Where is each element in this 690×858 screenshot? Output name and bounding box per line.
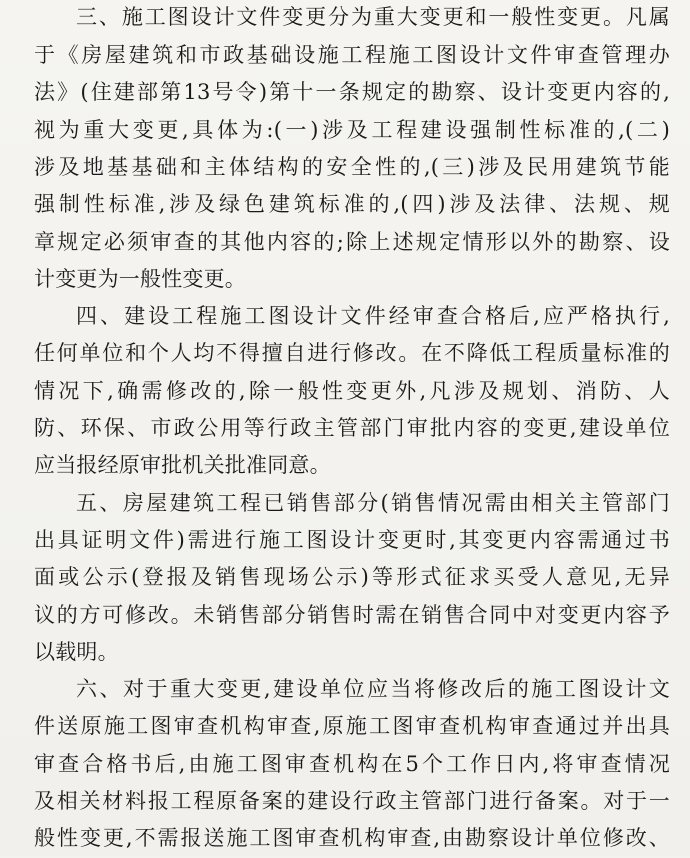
paragraph-3-line-1: 三、施工图设计文件变更分为重大变更和一般性变更。凡属 — [76, 5, 670, 29]
paragraph-3-line-5: 涉及地基基础和主体结构的安全性的,(三)涉及民用建筑节能 — [34, 155, 670, 179]
paragraph-6-line-1: 六、对于重大变更,建设单位应当将修改后的施工图设计文 — [76, 677, 670, 701]
paragraph-3-line-8: 计变更为一般性变更。 — [34, 267, 246, 291]
paragraph-3-line-6: 强制性标准,涉及绿色建筑标准的,(四)涉及法律、法规、规 — [34, 192, 670, 216]
paragraph-4-line-1: 四、建设工程施工图设计文件经审查合格后,应严格执行, — [76, 304, 670, 328]
paragraph-5-line-3: 面或公示(登报及销售现场公示)等形式征求买受人意见,无异 — [34, 565, 670, 589]
paragraph-6-line-4: 及相关材料报工程原备案的建设行政主管部门进行备案。对于一 — [34, 789, 670, 813]
paragraph-4-line-2: 任何单位和个人均不得擅自进行修改。在不降低工程质量标准的 — [34, 341, 670, 365]
paragraph-4-line-5: 应当报经原审批机关批准同意。 — [34, 453, 331, 477]
paragraph-5-line-5: 以载明。 — [34, 640, 119, 664]
paragraph-4-line-3: 情况下,确需修改的,除一般性变更外,凡涉及规划、消防、人 — [34, 379, 670, 403]
paragraph-3-line-4: 视为重大变更,具体为:(一)涉及工程建设强制性标准的,(二) — [34, 118, 670, 142]
paragraph-3-line-3: 法》(住建部第13号令)第十一条规定的勘察、设计变更内容的, — [34, 80, 670, 104]
paragraph-6-line-3: 审查合格书后,由施工图审查机构在5个工作日内,将审查情况 — [34, 752, 670, 776]
paragraph-3-line-2: 于《房屋建筑和市政基础设施工程施工图设计文件审查管理办 — [34, 43, 670, 67]
paragraph-5-line-1: 五、房屋建筑工程已销售部分(销售情况需由相关主管部门 — [76, 491, 670, 515]
paragraph-4-line-4: 防、环保、市政公用等行政主管部门审批内容的变更,建设单位 — [34, 416, 670, 440]
paragraph-5-line-2: 出具证明文件)需进行施工图设计变更时,其变更内容需通过书 — [34, 528, 670, 552]
paragraph-6-line-5: 般性变更,不需报送施工图审查机构审查,由勘察设计单位修改、 — [34, 826, 670, 850]
paragraph-3-line-7: 章规定必须审查的其他内容的;除上述规定情形以外的勘察、设 — [34, 230, 670, 254]
paragraph-6-line-2: 件送原施工图审查机构审查,原施工图审查机构审查通过并出具 — [34, 714, 670, 738]
paragraph-5-line-4: 议的方可修改。未销售部分销售时需在销售合同中对变更内容予 — [34, 603, 670, 627]
